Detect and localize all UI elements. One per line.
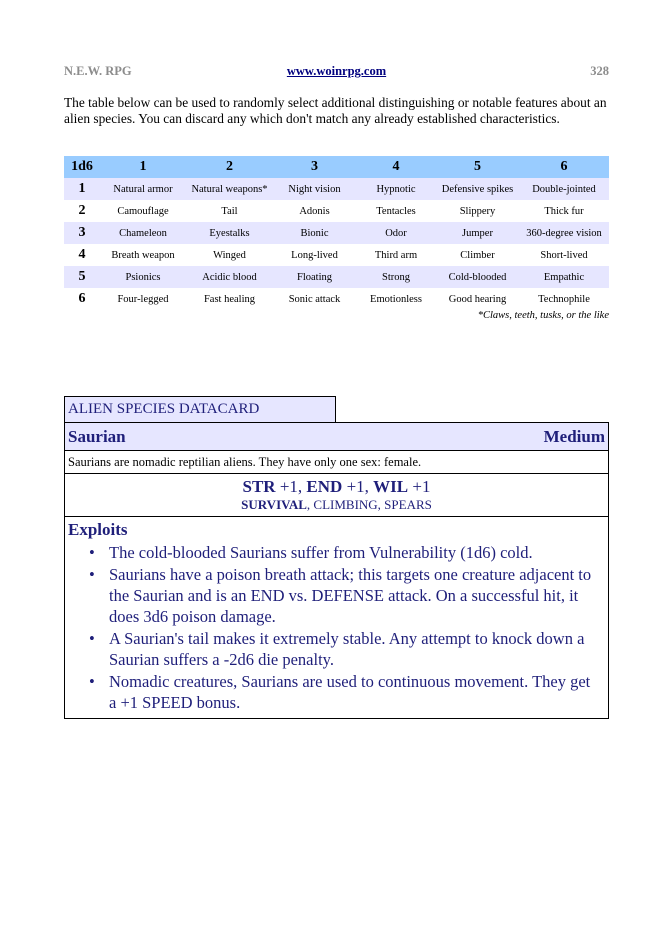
row-header: 6: [78, 291, 86, 306]
table-cell: Chameleon: [100, 222, 186, 244]
website-link[interactable]: www.woinrpg.com: [286, 64, 387, 78]
table-cell: Jumper: [436, 222, 519, 244]
table-cell: Breath weapon: [111, 249, 175, 261]
exploit-item: • Nomadic creatures, Saurians are used to continuous movement. They get a +1 SPEED bonus.: [109, 671, 608, 713]
table-cell: Four-legged: [117, 293, 169, 305]
datacard-body: [64, 422, 609, 719]
table-cell: Thick fur: [544, 205, 584, 217]
table-cell: Strong: [356, 266, 436, 288]
column-header: 1: [100, 156, 186, 178]
table-row: [64, 178, 609, 200]
table-cell: Natural armor: [100, 178, 186, 200]
table-cell: Natural weapons*: [186, 178, 273, 200]
table-cell: Short-lived: [540, 249, 588, 261]
table-cell: Cold-blooded: [436, 266, 519, 288]
table-cell: Defensive spikes: [436, 178, 519, 200]
species-name-row: [65, 423, 608, 451]
table-cell: Sonic attack: [288, 293, 341, 305]
column-header: 1d6: [64, 156, 100, 178]
row-header: 2: [78, 203, 86, 218]
end-value: +1,: [346, 477, 374, 496]
wil-value: +1: [412, 477, 431, 496]
exploit-item: • Saurians have a poison breath attack; this targets one creature adjacent to the Saurian and is an END vs. DEFENSE attack. On a successful hit, it does 3d6 poison damage.: [109, 564, 608, 627]
column-header: 2: [186, 156, 273, 178]
intro-paragraph: The table below can be used to randomly select additional distinguishing or notable features about an alien species. You can discard any which don't match any already established characteristics.: [64, 95, 607, 126]
table-row: [64, 200, 609, 222]
table-cell: Tentacles: [376, 205, 416, 217]
book-title: N.E.W. RPG: [64, 64, 132, 78]
attribute-bonuses: [65, 477, 608, 497]
species-name: Saurian: [68, 427, 126, 446]
exploits-title: Exploits: [68, 520, 128, 539]
table-cell: Climber: [460, 249, 495, 261]
exploit-item: • The cold-blooded Saurians suffer from Vulnerability (1d6) cold.: [109, 542, 608, 563]
table-cell: Odor: [356, 222, 436, 244]
table-row: [64, 288, 609, 310]
table-cell: Good hearing: [448, 293, 507, 305]
str-value: +1,: [279, 477, 307, 496]
table-cell: Empathic: [519, 266, 609, 288]
table-cell: Acidic blood: [186, 266, 273, 288]
table-cell: Double-jointed: [519, 178, 609, 200]
feature-table-header: [64, 156, 609, 178]
column-header: 5: [436, 156, 519, 178]
column-header: 3: [273, 156, 356, 178]
table-cell: Emotionless: [370, 293, 422, 305]
exploit-item: • A Saurian's tail makes it extremely stable. Any attempt to knock down a Saurian suffers a -2d6 die penalty.: [109, 628, 608, 670]
wil-label: WIL: [373, 477, 409, 496]
skill-list: , CLIMBING, SPEARS: [306, 497, 432, 512]
exploits-section: [65, 517, 608, 718]
alien-species-datacard: [64, 396, 609, 719]
table-cell: 360-degree vision: [519, 222, 609, 244]
table-cell: Winged: [213, 249, 246, 261]
table-row: [64, 222, 609, 244]
table-cell: Technophile: [538, 293, 590, 305]
row-header: 1: [64, 178, 100, 200]
table-cell: Slippery: [459, 205, 496, 217]
table-cell: Fast healing: [203, 293, 256, 305]
row-header: 3: [64, 222, 100, 244]
table-cell: Hypnotic: [356, 178, 436, 200]
column-header: 4: [356, 156, 436, 178]
species-description: Saurians are nomadic reptilian aliens. They have only one sex: female.: [65, 451, 608, 474]
species-size: Medium: [543, 427, 605, 446]
table-footnote: *Claws, teeth, tusks, or the like: [477, 310, 609, 321]
table-cell: Third arm: [374, 249, 418, 261]
table-cell: Floating: [273, 266, 356, 288]
row-header: 5: [64, 266, 100, 288]
str-label: STR: [242, 477, 276, 496]
skill-highlight: SURVIVAL: [241, 497, 307, 512]
row-header: 4: [78, 247, 86, 262]
table-cell: Psionics: [100, 266, 186, 288]
species-skills: [65, 497, 608, 512]
end-label: END: [306, 477, 343, 496]
table-row: [64, 266, 609, 288]
datacard-tab: ALIEN SPECIES DATACARD: [64, 396, 336, 422]
species-stats-row: [65, 474, 608, 517]
column-header: 6: [519, 156, 609, 178]
table-cell: Camouflage: [117, 205, 169, 217]
exploits-list: [68, 542, 608, 713]
table-cell: Long-lived: [291, 249, 338, 261]
header-link-wrap: [64, 64, 609, 79]
table-cell: Adonis: [299, 205, 330, 217]
table-cell: Night vision: [273, 178, 356, 200]
table-cell: Tail: [221, 205, 238, 217]
table-cell: Bionic: [273, 222, 356, 244]
page-header: [64, 64, 609, 82]
feature-table: [64, 156, 609, 310]
page-number: 328: [590, 64, 609, 78]
table-cell: Eyestalks: [186, 222, 273, 244]
table-row: [64, 244, 609, 266]
